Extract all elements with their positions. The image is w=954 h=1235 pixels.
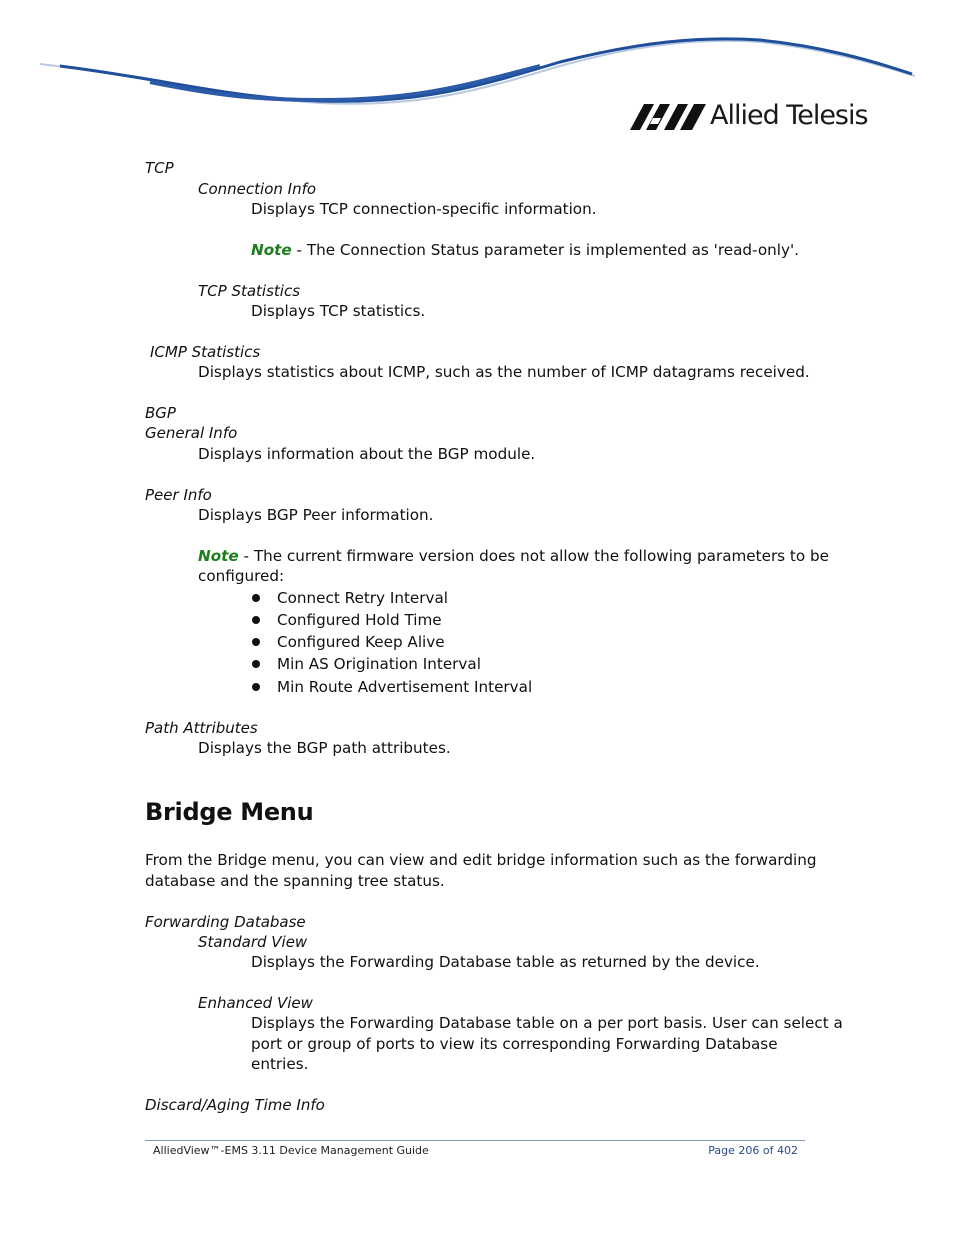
bridge-menu-heading: Bridge Menu	[145, 798, 314, 826]
tcp-statistics-desc: Displays TCP statistics.	[251, 302, 426, 320]
bullet-marker	[252, 616, 260, 624]
forwarding-database-heading: Forwarding Database	[145, 913, 306, 931]
note-1-text: - The Connection Status parameter is implemented as 'read-only'.	[291, 241, 799, 259]
bullet-marker	[252, 683, 260, 691]
general-info-desc: Displays information about the BGP module.	[198, 445, 536, 463]
bullet-marker	[252, 638, 260, 646]
tcp-statistics-heading: TCP Statistics	[198, 282, 301, 300]
brand-name: Allied Telesis	[710, 100, 868, 131]
brand-logo	[630, 100, 870, 136]
enhanced-view-desc-line1: Displays the Forwarding Database table on a per port basis. User can select a	[251, 1014, 843, 1032]
bullet-item: Min Route Advertisement Interval	[277, 678, 533, 696]
footer-divider	[145, 1140, 805, 1141]
bullet-marker	[252, 594, 260, 602]
bridge-intro-line2: database and the spanning tree status.	[145, 872, 445, 890]
bullet-item: Configured Hold Time	[277, 611, 442, 629]
note-2-label: Note	[198, 547, 239, 565]
peer-info-heading: Peer Info	[145, 486, 212, 504]
note-1-label: Note	[251, 241, 292, 259]
peer-info-desc: Displays BGP Peer information.	[198, 506, 434, 524]
general-info-heading: General Info	[145, 424, 238, 442]
path-attributes-desc: Displays the BGP path attributes.	[198, 739, 451, 757]
bullet-marker	[252, 660, 260, 668]
connection-info-heading: Connection Info	[198, 180, 317, 198]
enhanced-view-desc-line2: port or group of ports to view its corresponding Forwarding Database	[251, 1035, 778, 1053]
standard-view-desc: Displays the Forwarding Database table as returned by the device.	[251, 953, 760, 971]
path-attributes-heading: Path Attributes	[145, 719, 258, 737]
section-bgp: BGP	[145, 404, 176, 422]
bullet-item: Connect Retry Interval	[277, 589, 449, 607]
bridge-intro-line1: From the Bridge menu, you can view and edit bridge information such as the forwarding	[145, 851, 817, 869]
icmp-statistics-heading: ICMP Statistics	[150, 343, 261, 361]
footer-page-number: Page 206 of 402	[708, 1144, 798, 1157]
footer-title: AlliedView™-EMS 3.11 Device Management Guide	[153, 1144, 429, 1157]
enhanced-view-heading: Enhanced View	[198, 994, 313, 1012]
note-2	[198, 546, 829, 566]
note-2-text-line1: - The current firmware version does not allow the following parameters to be	[238, 547, 829, 565]
standard-view-heading: Standard View	[198, 933, 308, 951]
connection-info-desc: Displays TCP connection-specific information.	[251, 200, 597, 218]
discard-aging-heading: Discard/Aging Time Info	[145, 1096, 325, 1114]
bullet-item: Configured Keep Alive	[277, 633, 445, 651]
bullet-item: Min AS Origination Interval	[277, 655, 481, 673]
section-tcp: TCP	[145, 159, 174, 177]
enhanced-view-desc-line3: entries.	[251, 1055, 309, 1073]
note-2-text-line2: configured:	[198, 567, 285, 585]
brand-logo-mark-icon	[630, 104, 708, 134]
note-1	[251, 240, 799, 260]
icmp-statistics-desc: Displays statistics about ICMP, such as the number of ICMP datagrams received.	[198, 363, 810, 381]
